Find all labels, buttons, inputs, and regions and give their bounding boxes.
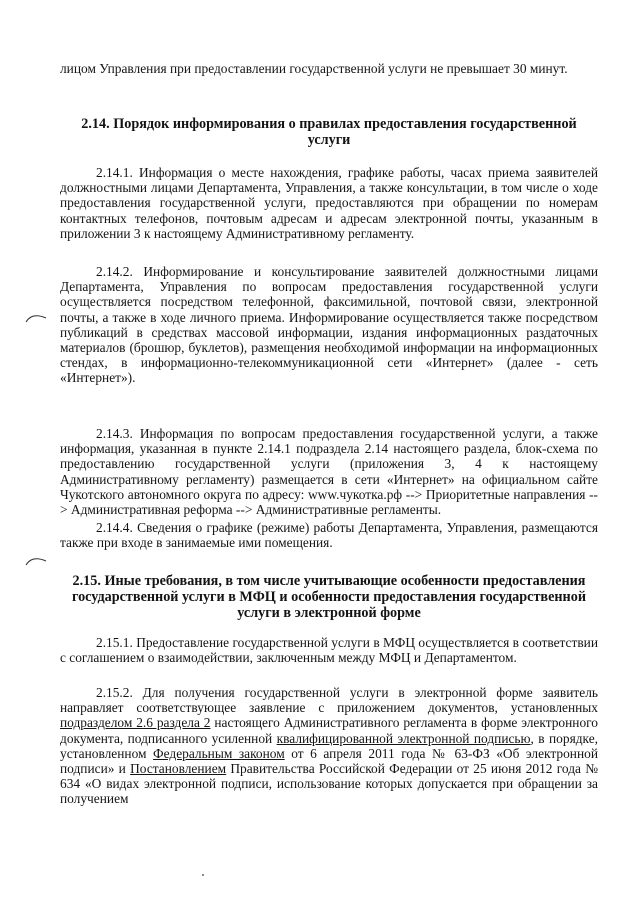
government-resolution-link[interactable]: Постановлением (130, 761, 227, 777)
paragraph-2-14-2: 2.14.2. Информирование и консультирование заявителей должностными лицами Департамента, Управления по вопросам предоставления государственной услуги осуществляется посредством телефонной, факсимильной, почтовой связи, электронной почты, а также в ходе личного приема. Информирование осуществляется также посредством публикаций в средствах массовой информации, издания информационных раздаточных материалов (брошюр, буклетов), размещения необходимой информации на информационных стендах, в информационно-телекоммуникационной сети «Интернет» (далее - сеть «Интернет»). (60, 264, 598, 386)
section-2-14-title: 2.14. Порядок информирования о правилах предоставления государственной услуги (81, 116, 577, 148)
margin-hole-mark (24, 310, 50, 324)
paragraph-2-15-2-text: настоящего Административного регламента в форме электронного документа, подписанного усиленной (60, 715, 598, 746)
federal-law-link[interactable]: Федеральным законом (153, 745, 285, 761)
paragraph-2-15-2-text: от 6 апреля 2011 года № 63-ФЗ «Об электронной подписи» и (60, 745, 598, 777)
paragraph-2-15-2-text: , в порядке, установленном (60, 730, 599, 761)
paragraph-2-14-3: 2.14.3. Информация по вопросам предоставления государственной услуги, а также информация, указанная в пункте 2.14.1 подраздела 2.14 настоящего раздела, блок-схема по предоставлению государственной услуги (приложения 3, 4 к настоящему Административному регламенту) размещается в сети «Интернет» на официальном сайте Чукотского автономного округа по адресу: www.чукотка.рф --> Приоритетные направления --> Административная реформа --> Административные регламенты. (60, 426, 598, 518)
paragraph-2-14-1: 2.14.1. Информация о месте нахождения, графике работы, часах приема заявителей должностными лицами Департамента, Управления, а также консультации, в том числе о ходе предоставления государственной услуги, предоставляются при обращении по номерам контактных телефонов, почтовым адресам и адресам электронной почты, указанным в приложении 3 к настоящему Административному регламенту. (60, 165, 598, 241)
paragraph-2-15-1: 2.15.1. Предоставление государственной услуги в МФЦ осуществляется в соответствии с соглашением о взаимодействии, заключенным между МФЦ и Департаментом. (60, 635, 598, 666)
paragraph-2-15-2-text: 2.15.2. Для получения государственной услуги в электронной форме заявитель направляет соответствующее заявление с приложением документов, установленных (60, 685, 598, 716)
subsection-2-6-link[interactable]: подразделом 2.6 раздела 2 (60, 715, 211, 731)
paragraph-2-14-4: 2.14.4. Сведения о графике (режиме) работы Департамента, Управления, размещаются также при входе в занимаемые ими помещения. (60, 520, 598, 551)
qualified-signature-link[interactable]: квалифицированной электронной подписью (276, 730, 531, 746)
margin-hole-mark (24, 553, 50, 567)
paragraph-2-15-2 (60, 685, 598, 807)
paragraph-2-15-2-text: Правительства Российской Федерации от 25 июня 2012 года № 634 «О видах электронной подписи, использование которых допускается при обращении за получением (60, 761, 598, 807)
intro-paragraph: лицом Управления при предоставлении государственной услуги не превышает 30 минут. (60, 61, 568, 76)
section-2-15-title: 2.15. Иные требования, в том числе учитывающие особенности предоставления государственной услуги в МФЦ и особенности предоставления государственной услуги в электронной форме (71, 573, 586, 621)
scan-speck (200, 872, 210, 882)
